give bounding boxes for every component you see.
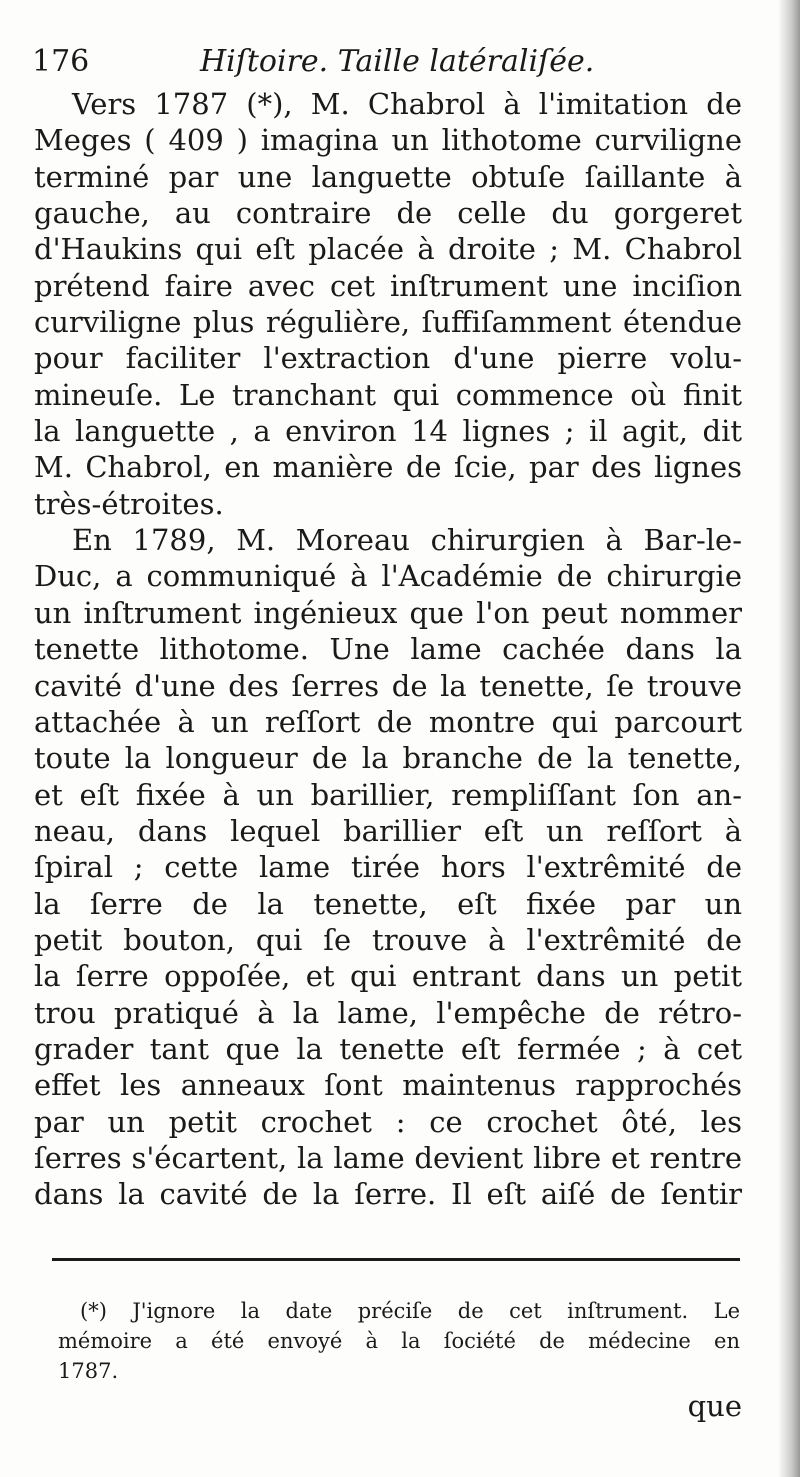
text-line: pour faciliter l'extraction d'une pierre volu-	[34, 341, 742, 376]
text-line: attachée à un reſſort de montre qui parcourt	[34, 704, 742, 739]
text-line: ſerres s'écartent, la lame devient libre et rentre	[34, 1140, 742, 1175]
text-line: la ſerre oppoſée, et qui entrant dans un petit	[34, 959, 742, 994]
text-line: Meges ( 409 ) imagina un lithotome curviligne	[34, 123, 742, 158]
footnote-line: (*) J'ignore la date préciſe de cet inſtrument. Le	[80, 1299, 740, 1323]
text-line: ſpiral ; cette lame tirée hors l'extrêmité de	[34, 850, 742, 885]
text-line: curviligne plus régulière, ſuffiſamment étendue	[34, 305, 742, 340]
text-line: gauche, au contraire de celle du gorgeret	[34, 196, 742, 231]
text-line: M. Chabrol, en manière de ſcie, par des lignes	[34, 450, 742, 485]
text-line: effet les anneaux ſont maintenus rapprochés	[34, 1068, 742, 1103]
text-line: un inſtrument ingénieux que l'on peut nommer	[34, 595, 742, 630]
text-line: cavité d'une des ſerres de la tenette, ſe trouve	[34, 668, 742, 703]
page-number: 176	[32, 44, 90, 79]
running-title: Hiſtoire. Taille latéraliſée.	[200, 44, 595, 79]
footnote	[58, 1296, 740, 1386]
text-line: la ſerre de la tenette, eſt fixée par un	[34, 886, 742, 921]
text-line: dans la cavité de la ſerre. Il eſt aiſé de ſentir	[34, 1177, 742, 1212]
footnote-line: 1787.	[58, 1359, 119, 1383]
text-line: petit bouton, qui ſe trouve à l'extrêmité de	[34, 922, 742, 957]
text-line: En 1789, M. Moreau chirurgien à Bar-le-	[72, 523, 742, 558]
text-line: et eſt fixée à un barillier, rempliſſant ſon an-	[34, 777, 742, 812]
running-header	[32, 42, 632, 82]
text-line: trou pratiqué à la lame, l'empêche de rétro-	[34, 995, 742, 1030]
text-line: neau, dans lequel barillier eſt un reſſort à	[34, 813, 742, 848]
text-line: Vers 1787 (*), M. Chabrol à l'imitation de	[72, 87, 742, 121]
body-text	[34, 86, 742, 1213]
text-line: terminé par une languette obtuſe ſaillante à	[34, 159, 742, 194]
text-line: Duc, a communiqué à l'Académie de chirurgie	[34, 559, 742, 594]
text-line: grader tant que la tenette eſt fermée ; à cet	[34, 1031, 742, 1066]
catchword: que	[687, 1389, 742, 1423]
text-line: prétend faire avec cet inſtrument une inciſion	[34, 268, 742, 303]
text-line: mineuſe. Le tranchant qui commence où finit	[34, 377, 742, 412]
page-edge-shadow	[778, 0, 800, 1477]
footnote-line: mémoire a été envoyé à la ſociété de médecine en	[58, 1329, 740, 1353]
text-line: toute la longueur de la branche de la tenette,	[34, 741, 742, 776]
text-line: d'Haukins qui eſt placée à droite ; M. Chabrol	[34, 232, 742, 267]
text-line: la languette , a environ 14 lignes ; il agit, dit	[34, 414, 742, 449]
footnote-divider	[52, 1258, 740, 1261]
text-line: par un petit crochet : ce crochet ôté, les	[34, 1104, 742, 1139]
text-line: tenette lithotome. Une lame cachée dans la	[34, 632, 742, 667]
text-line: très-étroites.	[34, 486, 224, 521]
